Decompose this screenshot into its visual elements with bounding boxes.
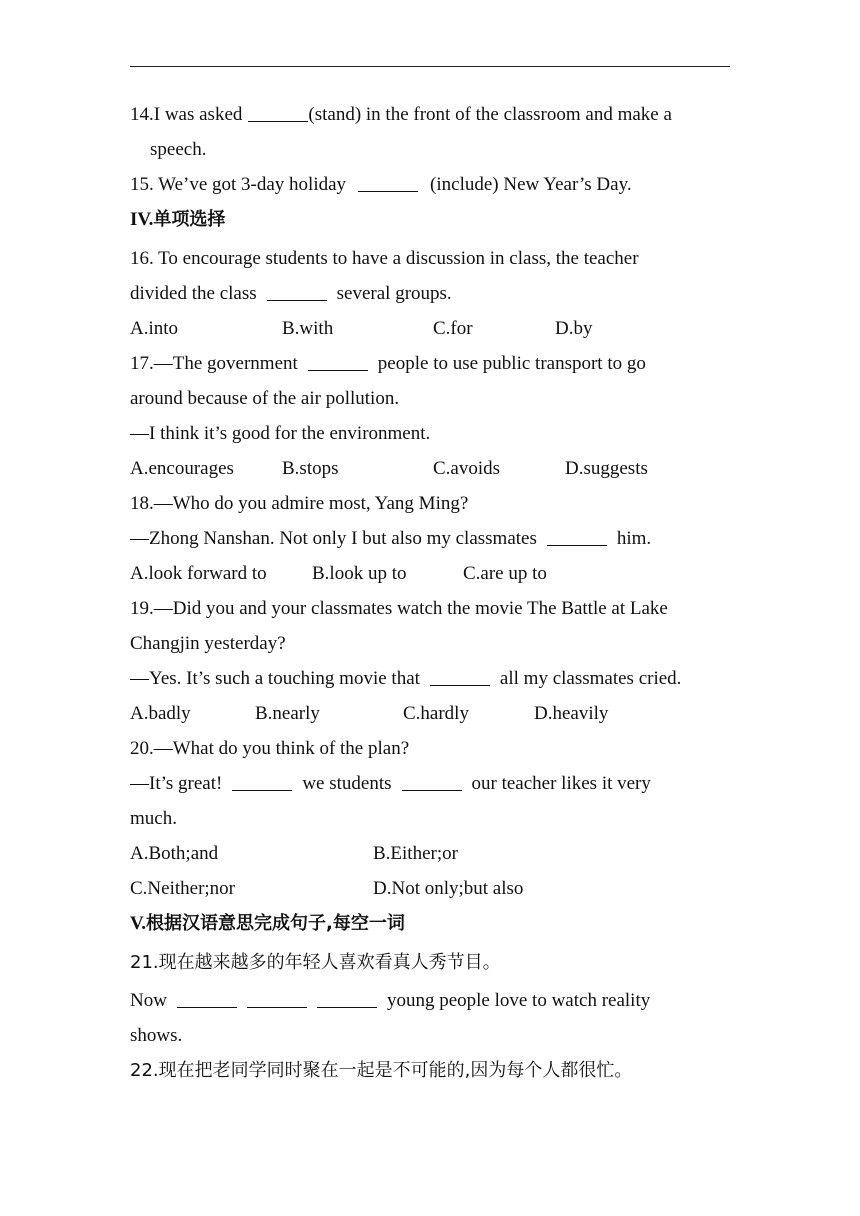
q18-text-post: him. [616, 528, 652, 549]
section-4-roman: IV. [130, 209, 154, 230]
q18-blank[interactable] [547, 527, 607, 546]
q14-line1 [130, 97, 730, 132]
q19-option-b[interactable]: B.nearly [255, 703, 320, 724]
q18-line1 [130, 486, 730, 521]
q21-english-line2 [130, 1018, 730, 1053]
q16-text: 16. To encourage students to have a discussion in class, the teacher [130, 248, 639, 269]
q20-text-cont: much. [130, 808, 177, 829]
q21-blank-3[interactable] [317, 989, 377, 1008]
q18-line2 [130, 521, 730, 556]
q19-option-c[interactable]: C.hardly [403, 703, 469, 724]
q16-option-c[interactable]: C.for [433, 318, 473, 339]
q16-line2 [130, 276, 730, 311]
q19-line1 [130, 591, 730, 626]
q20-options-row2 [130, 871, 730, 906]
q20-blank-2[interactable] [402, 772, 462, 791]
q16-option-d[interactable]: D.by [555, 318, 593, 339]
q16-options [130, 311, 730, 346]
q17-option-b[interactable]: B.stops [282, 458, 339, 479]
q21-blank-1[interactable] [177, 989, 237, 1008]
q21-text-cont: shows. [130, 1025, 183, 1046]
q17-reply: —I think it’s good for the environment. [130, 423, 431, 444]
q17-option-d[interactable]: D.suggests [565, 458, 648, 479]
section-5-roman: V. [130, 913, 147, 934]
q19-option-d[interactable]: D.heavily [534, 703, 609, 724]
section-5-heading [130, 906, 730, 941]
q17-text-cont: around because of the air pollution. [130, 388, 400, 409]
q22-chinese [130, 1053, 730, 1088]
q22-cn-text: 22.现在把老同学同时聚在一起是不可能的,因为每个人都很忙。 [130, 1060, 633, 1081]
q15-line [130, 167, 730, 202]
q19-text-pre: —Yes. It’s such a touching movie that [130, 668, 420, 689]
q16-option-a[interactable]: A.into [130, 318, 179, 339]
q17-line2 [130, 381, 730, 416]
q16-text-pre: divided the class [130, 283, 257, 304]
q19-blank[interactable] [430, 667, 490, 686]
section-4-title: 单项选择 [153, 209, 226, 230]
q20-blank-1[interactable] [232, 772, 292, 791]
q17-option-a[interactable]: A.encourages [130, 458, 234, 479]
q19-text-post: all my classmates cried. [499, 668, 682, 689]
q19-option-a[interactable]: A.badly [130, 703, 191, 724]
q20-option-b[interactable]: B.Either;or [373, 843, 458, 864]
q18-option-c[interactable]: C.are up to [463, 563, 547, 584]
q16-option-b[interactable]: B.with [282, 318, 334, 339]
q18-text: 18.—Who do you admire most, Yang Ming? [130, 493, 469, 514]
q17-options [130, 451, 730, 486]
q17-blank[interactable] [308, 352, 368, 371]
q21-text-pre: Now [130, 990, 167, 1011]
q20-line3 [130, 801, 730, 836]
q18-text-pre: —Zhong Nanshan. Not only I but also my classmates [130, 528, 537, 549]
header-rule [130, 66, 730, 67]
q20-option-d[interactable]: D.Not only;but also [373, 878, 524, 899]
worksheet-page [130, 97, 730, 1088]
q21-chinese [130, 945, 730, 980]
q19-text-cont: Changjin yesterday? [130, 633, 286, 654]
q19-options [130, 696, 730, 731]
q14-text-cont: speech. [150, 139, 207, 160]
q21-english-line1 [130, 983, 730, 1018]
q18-option-b[interactable]: B.look up to [312, 563, 407, 584]
q16-line1 [130, 241, 730, 276]
q19-line2 [130, 626, 730, 661]
q20-text-post: our teacher likes it very [471, 773, 651, 794]
q15-blank[interactable] [358, 173, 418, 192]
q20-options-row1 [130, 836, 730, 871]
q14-text-pre: 14.I was asked [130, 104, 243, 125]
q21-blank-2[interactable] [247, 989, 307, 1008]
q18-options [130, 556, 730, 591]
q19-line3 [130, 661, 730, 696]
q20-line1 [130, 731, 730, 766]
q20-text-pre: —It’s great! [130, 773, 223, 794]
q16-text-post: several groups. [336, 283, 452, 304]
q17-text-pre: 17.—The government [130, 353, 298, 374]
q15-text-post: (include) New Year’s Day. [430, 174, 632, 195]
q14-blank[interactable] [248, 103, 308, 122]
q18-option-a[interactable]: A.look forward to [130, 563, 267, 584]
q17-line3 [130, 416, 730, 451]
q17-option-c[interactable]: C.avoids [433, 458, 501, 479]
q20-line2 [130, 766, 730, 801]
q21-text-post: young people love to watch reality [386, 990, 651, 1011]
q19-text: 19.—Did you and your classmates watch the movie The Battle at Lake [130, 598, 668, 619]
q20-option-c[interactable]: C.Neither;nor [130, 878, 236, 899]
q17-text-post: people to use public transport to go [377, 353, 646, 374]
section-5-title: 根据汉语意思完成句子,每空一词 [146, 913, 405, 934]
q20-text-mid: we students [302, 773, 392, 794]
section-4-heading [130, 202, 730, 237]
q20-text: 20.—What do you think of the plan? [130, 738, 410, 759]
q21-cn-text: 21.现在越来越多的年轻人喜欢看真人秀节目。 [130, 952, 501, 973]
q16-blank[interactable] [267, 282, 327, 301]
q20-option-a[interactable]: A.Both;and [130, 843, 219, 864]
q14-text-post: (stand) in the front of the classroom and make a [308, 104, 672, 125]
q14-line2 [130, 132, 730, 167]
q17-line1 [130, 346, 730, 381]
q15-text-pre: 15. We’ve got 3-day holiday [130, 174, 347, 195]
